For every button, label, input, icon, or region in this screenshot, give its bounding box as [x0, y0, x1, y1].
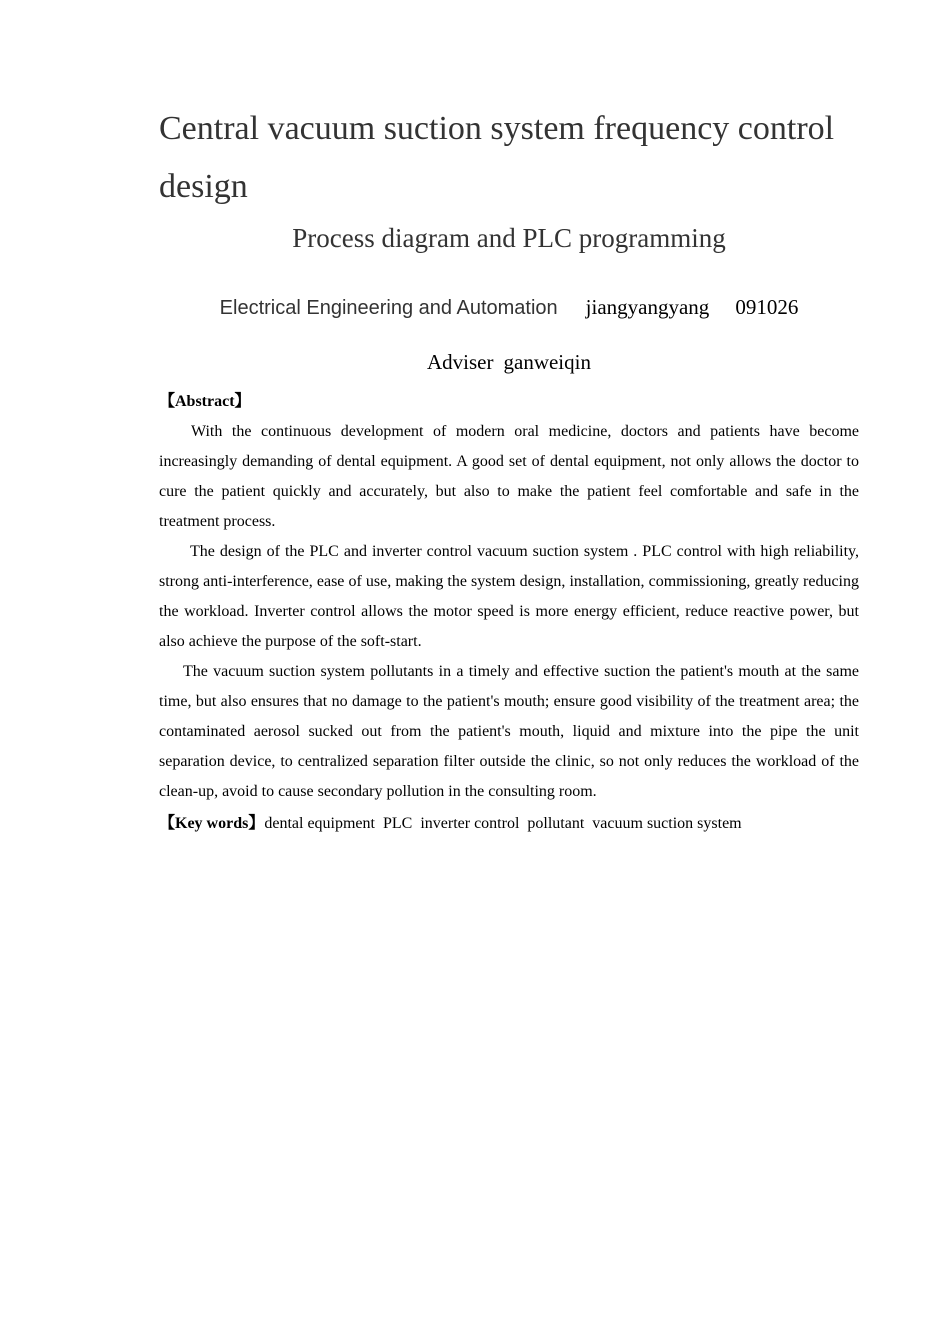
keyword: dental equipment: [264, 815, 375, 832]
abstract-heading: 【Abstract】: [159, 393, 251, 410]
document-title: Central vacuum suction system frequency control design: [159, 110, 835, 205]
adviser-line: [159, 347, 859, 377]
keywords-heading: 【Key words】: [159, 815, 265, 832]
keywords-line: [159, 809, 859, 839]
adviser-label: Adviser: [427, 350, 494, 374]
abstract-paragraph: The design of the PLC and inverter control vacuum suction system . PLC control with high reliability, strong anti-interference, ease of use, making the system design, installation, commissioning, greatly reducing the workload. Inverter control allows the motor speed is more energy efficient, reduce reactive power, but also achieve the purpose of the soft-start.: [159, 543, 859, 650]
keyword: vacuum suction system: [592, 815, 742, 832]
author-name: jiangyangyang: [585, 295, 710, 319]
document-page: [159, 100, 859, 839]
author-major: Electrical Engineering and Automation: [219, 297, 558, 319]
document-subtitle: Process diagram and PLC programming: [292, 223, 726, 253]
author-id: 091026: [735, 295, 799, 319]
adviser-name: ganweiqin: [503, 350, 591, 374]
abstract-paragraph: With the continuous development of modern oral medicine, doctors and patients have become increasingly demanding of dental equipment. A good set of dental equipment, not only allows the doctor to cure the patient quickly and accurately, but also to make the patient feel comfortable and safe in the treatment process.: [159, 423, 859, 530]
abstract-paragraph: The vacuum suction system pollutants in a timely and effective suction the patient's mouth at the same time, but also ensures that no damage to the patient's mouth; ensure good visibility of the treatment area; the contaminated aerosol sucked out from the patient's mouth, liquid and mixture into the pipe the unit separation device, to centralized separation filter outside the clinic, so not only reduces the workload of the clean-up, avoid to cause secondary pollution in the consulting room.: [159, 663, 859, 800]
keyword: PLC: [382, 815, 413, 832]
keyword: pollutant: [527, 815, 585, 832]
author-line: [159, 292, 859, 323]
keyword: inverter control: [420, 815, 520, 832]
